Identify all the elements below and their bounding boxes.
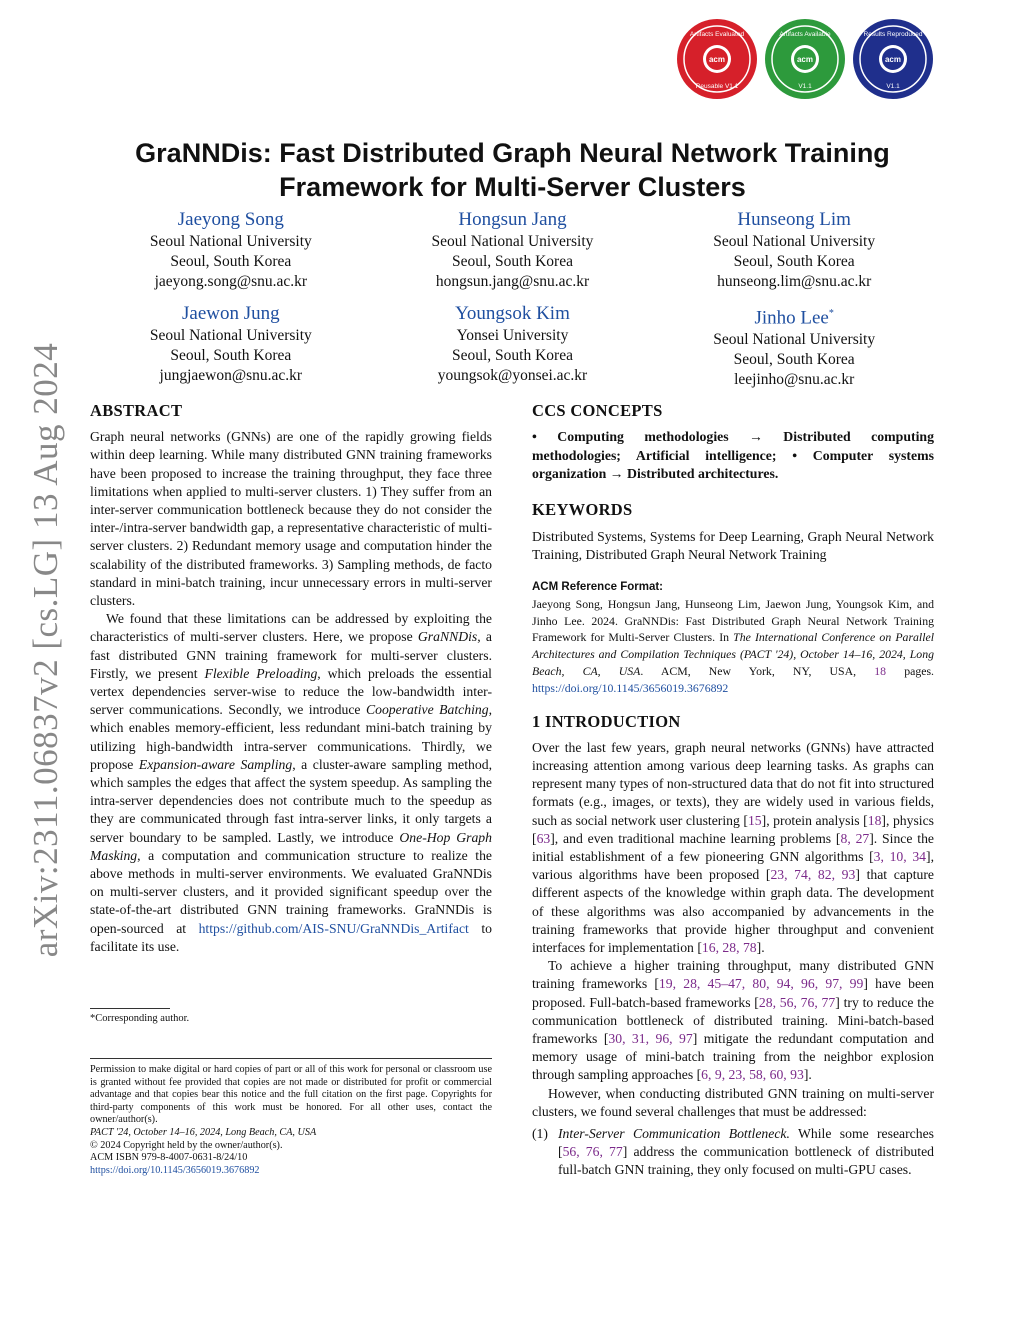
text: ] address the communication bottleneck of distributed full-batch GNN training, they only focused on multi-GPU cases. [558,1144,935,1178]
abstract-heading: ABSTRACT [90,401,183,420]
text: ], various algorithms have been proposed [ [532,849,934,883]
author-location: Seoul, South Korea [170,253,292,270]
text: ]. Since the initial establishment of a few pioneering GNN algorithms [ [532,830,934,865]
citation[interactable]: 23, 74, 82, 93 [770,867,856,883]
author-email[interactable]: hunseong.lim@snu.ac.kr [717,273,872,290]
author-email[interactable]: leejinho@snu.ac.kr [734,371,855,389]
citation[interactable]: 15 [747,812,762,828]
author-name[interactable]: Hunseong Lim [737,209,851,230]
introduction-heading: 1 INTRODUCTION [532,711,681,731]
list-item-text [558,1125,934,1180]
author-name-wrapper [653,302,935,330]
emphasis: Flexible Preloading [204,665,318,681]
acm-badges [676,18,944,100]
badge-artifacts-available [764,18,846,100]
text: ]. [756,940,765,956]
ccs-heading: CCS CONCEPTS [532,401,663,420]
citation[interactable]: 19, 28, 45–47, 80, 94, 96, 97, 99 [658,976,864,992]
badge-logo-text: acm [708,55,726,64]
author-name[interactable]: Jaewon Jung [182,303,280,324]
arxiv-sidebar [26,342,66,958]
text: We found that these limitations can be addressed by exploiting the characteristics of multi-server clusters. Here, we propose [90,611,492,645]
emphasis: Inter-Server Communication Bottleneck. [558,1126,790,1142]
text: to facilitate its use. [90,920,492,954]
citation[interactable]: 56, 76, 77 [562,1144,623,1160]
challenge-list-item [532,1125,934,1180]
badge-logo-text: acm [796,55,814,64]
author-affiliation: Yonsei University [456,327,569,344]
text: Jaeyong Song, Hongsun Jang, Hunseong Lim, Jaewon Jung, Youngsok Kim, and Jinho Lee. 2024. GraNNDis: Fast Distributed Graph Neural Network Training Framework for Multi-Server Clusters. In [532,596,934,645]
emphasis: The International Conference on Parallel Architectures and Compilation Techniques (PACT '24), October 14–16, 2024, Long Beach, CA, USA [532,630,935,679]
corresponding-mark: * [828,308,834,319]
text: , a cluster-aware sampling method, which samples the edges that affect the system speedup. As sampling the intra-server dependencies does not contribute much to the speedup as they are communicated through fast intra-server links, it only targets a server boundary to be sampled. Lastly, we introduce [90,756,492,845]
permission-text: Permission to make digital or hard copies of part or all of this work for personal or classroom use is granted without fee provided that copies are not made or distributed for profit or commercial advantage and that copies bear this notice and the full citation on the first page. Copyrights for third-party components of this work must be honored. For all other uses, contact the owner/author(s). [90,1064,492,1126]
author-card [653,208,935,292]
emphasis: Cooperative Batching [365,702,489,718]
venue: PACT '24, October 14–16, 2024, Long Beach, CA, USA [90,1126,317,1138]
author-affiliation: Seoul National University [713,233,876,250]
left-column [90,402,492,956]
abstract-paragraph-2 [90,610,492,956]
badge-artifacts-evaluated [676,18,758,100]
citation[interactable]: 8, 27 [840,830,870,846]
badge-label: Artifacts Evaluated [689,31,745,38]
badge-label: Artifacts Available [779,31,831,38]
author-affiliation: Seoul National University [713,331,876,349]
acm-reference-format [532,578,934,697]
badge-sub: V1.1 [798,83,812,90]
abstract-paragraph-1: Graph neural networks (GNNs) are one of the rapidly growing fields within deep learning. While many distributed GNN training frameworks have been proposed to increase the training throughput, they face three limitations when applied to multi-server clusters. 1) They suffer from an inter-server communication bottleneck because they do not consider the inter-/intra-server bandwidth gap, a representative characteristic of multi-server clusters. 2) Redundant memory usage and computation hinder the scalability of the distributed frameworks. 3) Sampling methods, de facto standard in mini-batch training, incur unnecessary errors in multi-server clusters. [90,429,492,609]
text: ] try to reduce the communication bottleneck of distributed training. Mini-batch-based frameworks [ [532,994,934,1047]
author-name[interactable]: Youngsok Kim [455,303,570,324]
author-location: Seoul, South Korea [733,253,855,270]
text: ], protein analysis [ [761,812,868,828]
text: While some researches [ [558,1126,934,1160]
text: ] that capture different aspects of the knowledge within graph data. The development of these algorithms was also accompanied by advancements in the training frameworks that provide higher throughput and convenient interfaces for implementation [ [532,867,935,956]
badge-sub: V1.1 [886,83,900,90]
text: , a computation and communication structure to realize the above methods in multi-server environments. We evaluated GraNNDis on multi-server clusters, and it provided significant speedup over the state-of-the-art distributed GNN training frameworks. GraNNDis is open-sourced at [90,847,492,936]
text: , which enables memory-efficient, less redundant mini-batch training by utilizing high-bandwidth intra-server communications. Thirdly, we propose [90,702,492,772]
text: ] mitigate the redundant computation and memory usage of mini-batch training from the neighbor explosion through sampling approaches [ [532,1031,934,1083]
text: , which preloads the essential vertex dependencies server-wise to reduce the low-bandwidth inter-server communications. Secondly, we introduce [90,665,492,718]
citation[interactable]: 28, 56, 76, 77 [758,994,836,1010]
text: ], physics [ [532,812,935,846]
text: . ACM, New York, NY, USA, [640,664,875,679]
emphasis: Expansion-aware Sampling [138,756,293,772]
citation[interactable]: 16, 28, 78 [701,940,757,956]
citation[interactable]: 6, 9, 23, 58, 60, 93 [701,1067,804,1083]
text: ], and even traditional machine learning problems [ [550,830,841,846]
title-line-1: GraNNDis: Fast Distributed Graph Neural Network Training [135,138,890,168]
reference-doi-link[interactable]: https://doi.org/10.1145/3656019.3676892 [532,680,729,695]
text: ]. [803,1067,812,1083]
author-card [90,208,372,292]
author-email[interactable]: youngsok@yonsei.ac.kr [437,367,588,384]
badge-results-reproduced [852,18,934,100]
text: To achieve a higher training throughput, many distributed GNN training frameworks [ [532,958,934,992]
page-count-link[interactable]: 18 [874,664,887,679]
ccs-concepts: • Computing methodologies → Distributed computing methodologies; Artificial intelligence; • Computer systems organization → Distributed architectures. [532,429,934,482]
citation[interactable]: 3, 10, 34 [873,849,927,865]
author-location: Seoul, South Korea [733,351,855,369]
author-affiliation: Seoul National University [149,233,312,250]
text: Over the last few years, graph neural networks (GNNs) have attracted increasing attention among various deep learning tasks. As graphs can represent many types of non-structured data that do not fit into structured formats (e.g., images, or texts), they are widely used in various fields, such as social network user clustering [ [532,739,934,828]
intro-paragraph-2 [532,957,934,1084]
author-card [90,302,372,390]
right-column [532,402,934,1180]
list-number: (1) [532,1126,548,1142]
citation[interactable]: 30, 31, 96, 97 [608,1031,693,1047]
footnote [90,1008,490,1024]
isbn: ACM ISBN 979-8-4007-0631-8/24/10 [90,1152,248,1164]
text: pages. [886,664,935,679]
author-card [372,208,654,292]
author-name[interactable]: Jaeyong Song [177,209,284,230]
author-location: Seoul, South Korea [452,253,573,270]
title-line-2: Framework for Multi-Server Clusters [279,172,746,202]
author-card [653,302,935,390]
author-name[interactable]: Hongsun Jang [458,209,567,230]
footnote-rule [90,1008,170,1009]
arxiv-identifier: arXiv:2311.06837v2 [cs.LG] 13 Aug 2024 [26,342,65,958]
badge-logo-text: acm [884,55,902,64]
citation[interactable]: 63 [536,830,551,846]
text: , a fast distributed GNN training framework for multi-server clusters. Firstly, we present [90,629,492,681]
emphasis: GraNNDis [417,629,478,645]
doi-link[interactable]: https://doi.org/10.1145/3656019.3676892 [90,1164,260,1176]
intro-paragraph-3: However, when conducting distributed GNN training on multi-server clusters, we found several challenges that must be addressed: [532,1085,934,1119]
author-email[interactable]: hongsun.jang@snu.ac.kr [435,273,590,290]
intro-paragraph-1 [532,739,934,957]
reference-label: ACM Reference Format: [532,581,663,594]
citation[interactable]: 18 [867,812,882,828]
author-card [372,302,654,390]
author-name[interactable]: Jinho Lee [754,307,829,329]
author-affiliation: Seoul National University [431,233,594,250]
badge-sub: Reusable V1.1 [695,83,739,90]
keywords-heading: KEYWORDS [532,500,633,520]
keywords-text: Distributed Systems, Systems for Deep Learning, Graph Neural Network Training, Distributed Graph Neural Network Training [532,528,934,562]
emphasis: One-Hop Graph Masking [90,829,492,863]
author-affiliation: Seoul National University [149,327,312,344]
badge-label: Results Reproduced [863,31,923,38]
text: ] have been proposed. Full-batch-based frameworks [ [532,976,935,1010]
author-email[interactable]: jaeyong.song@snu.ac.kr [154,273,308,290]
permission-block [90,1058,492,1177]
paper-title [90,136,935,204]
author-location: Seoul, South Korea [170,347,292,364]
author-email[interactable]: jungjaewon@snu.ac.kr [159,367,303,384]
github-link[interactable]: https://github.com/AIS-SNU/GraNNDis_Artifact [198,920,469,936]
author-block [90,208,935,390]
author-location: Seoul, South Korea [452,347,573,364]
corresponding-author-note: *Corresponding author. [90,1013,190,1024]
copyright: © 2024 Copyright held by the owner/author(s). [90,1139,283,1151]
